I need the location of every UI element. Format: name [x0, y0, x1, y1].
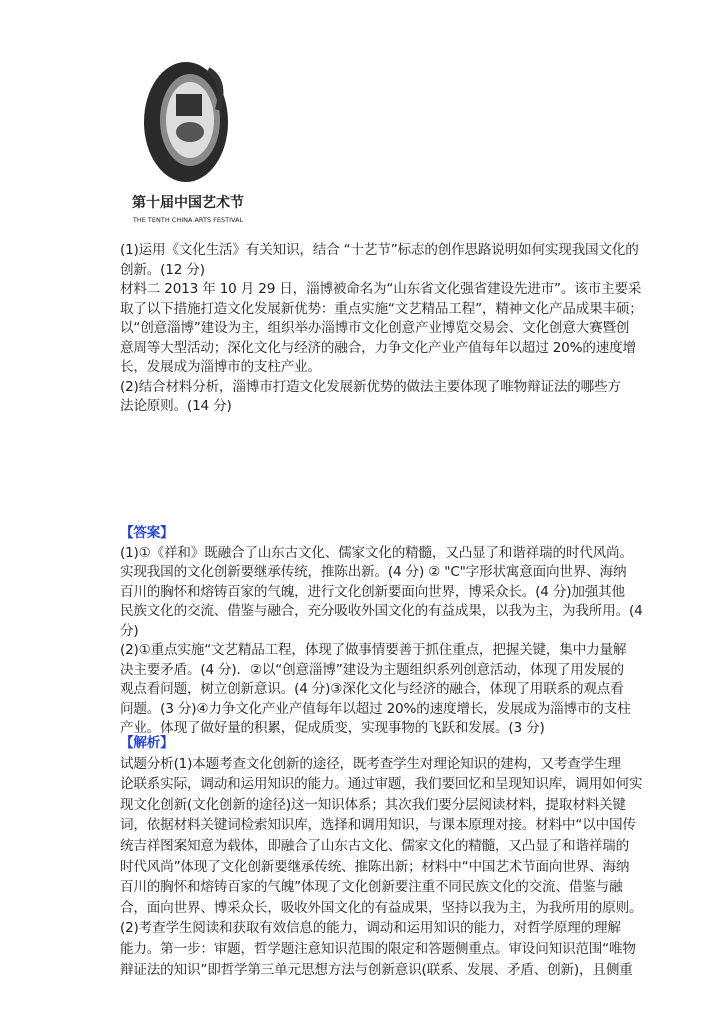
festival-emblem-icon — [128, 50, 248, 230]
answer-line: 民族文化的交流、借鉴与融合，充分吸收外国文化的有益成果，以我为主，为我所用。(4 — [120, 603, 643, 619]
china-arts-festival-logo — [128, 50, 248, 230]
svg-text:第十届中国艺术节: 第十届中国艺术节 — [132, 195, 244, 211]
question-section — [120, 241, 643, 417]
answer-line: (1)①《祥和》既融合了山东古文化、儒家文化的精髓，又凸显了和谐祥瑞的时代风尚。 — [120, 544, 633, 561]
analysis-section — [120, 733, 643, 980]
analysis-line: 合，面向世界、博采众长，吸收外国文化的有益成果，坚持以我为主，为我所用的原则。 — [120, 899, 643, 916]
answer-line: 问题。(3 分)④力争文化产业产值每年以超过 20%的速度增长，发展成为淄博市的支柱 — [120, 700, 631, 717]
analysis-line: 试题分析(1)本题考查文化创新的途径，既考查学生对理论知识的建构，又考查学生理 — [120, 755, 621, 772]
analysis-line: 时代风尚”体现了文化创新要继承传统、推陈出新；材料中“中国艺术节面向世界、海纳 — [120, 858, 630, 875]
analysis-line: 统吉祥图案知意为载体，即融合了山东古文化、儒家文化的精髓，又凸显了和谐祥瑞的 — [120, 837, 629, 854]
question-line: (1)运用《文化生活》有关知识，结合 “十艺节”标志的创作思路说明如何实现我国文化的 — [120, 242, 639, 258]
analysis-line: 现文化创新(文化创新的途径)这一知识体系；其次我们要分层阅读材料，提取材料关键 — [120, 796, 626, 813]
question-line: 创新。(12 分) — [120, 261, 205, 278]
analysis-label: 【解析】 — [120, 735, 174, 751]
answer-line: 实现我国的文化创新要继承传统，推陈出新。(4 分) ② "C"字形状寓意面向世界、海纳 — [120, 564, 627, 580]
answer-section — [120, 524, 643, 739]
question-line: 以“创意淄博”建设为主，组织举办淄博市文化创意产业博览交易会、文化创意大赛暨创 — [120, 320, 630, 336]
question-line: 意周等大型活动；深化文化与经济的融合，力争文化产业产值每年以超过 20%的速度增 — [120, 339, 636, 356]
answer-line: 百川的胸怀和熔铸百家的气魄，进行文化创新要面向世界，博采众长。(4 分)加强其他 — [120, 583, 625, 600]
analysis-line: 词，依据材料关键词检索知识库，选择和调用知识，与课本原理对接。材料中“以中国传 — [120, 817, 636, 834]
analysis-line: 能力。第一步：审题，哲学题注意知识范围的限定和答题侧重点。审设问知识范围“唯物 — [120, 940, 636, 957]
question-line: 法论原则。(14 分) — [120, 398, 232, 414]
question-line: 长，发展成为淄博市的支柱产业。 — [120, 359, 321, 375]
svg-text:THE TENTH CHINA ARTS FESTIVAL: THE TENTH CHINA ARTS FESTIVAL — [132, 216, 244, 224]
answer-line: 产业。体现了做好量的积累，促成质变，实现事物的飞跃和发展。(3 分) — [120, 720, 545, 736]
answer-label: 【答案】 — [120, 525, 174, 541]
question-line: 材料二 2013 年 10 月 29 日，淄博被命名为“山东省文化强省建设先进市”。该市主要采 — [120, 281, 642, 297]
analysis-line: (2)考查学生阅读和获取有效信息的能力，调动和运用知识的能力，对哲学原理的理解 — [120, 920, 621, 937]
question-line: 取了以下措施打造文化发展新优势：重点实施“文艺精品工程”，精神文化产品成果丰硕； — [120, 300, 643, 317]
question-line: (2)结合材料分析，淄博市打造文化发展新优势的做法主要体现了唯物辩证法的哪些方 — [120, 378, 621, 395]
answer-line: 观点看问题，树立创新意识。(4 分)③深化文化与经济的融合，体现了用联系的观点看 — [120, 681, 624, 697]
analysis-line: 百川的胸怀和熔铸百家的气魄”体现了文化创新要注重不同民族文化的交流、借鉴与融 — [120, 879, 623, 896]
answer-line: 决主要矛盾。(4 分)．②以“创意淄博”建设为主题组织系列创意活动，体现了用发展的 — [120, 661, 624, 678]
analysis-line: 辩证法的知识”即哲学第三单元思想方法与创新意识(联系、发展、矛盾、创新)，且侧重 — [120, 961, 633, 978]
answer-line: 分) — [120, 622, 139, 639]
analysis-line: 论联系实际，调动和运用知识的能力。通过审题，我们要回忆和呈现知识库，调用如何实 — [120, 776, 643, 793]
answer-line: (2)①重点实施“文艺精品工程，体现了做事情要善于抓住重点，把握关键，集中力量解 — [120, 642, 627, 658]
